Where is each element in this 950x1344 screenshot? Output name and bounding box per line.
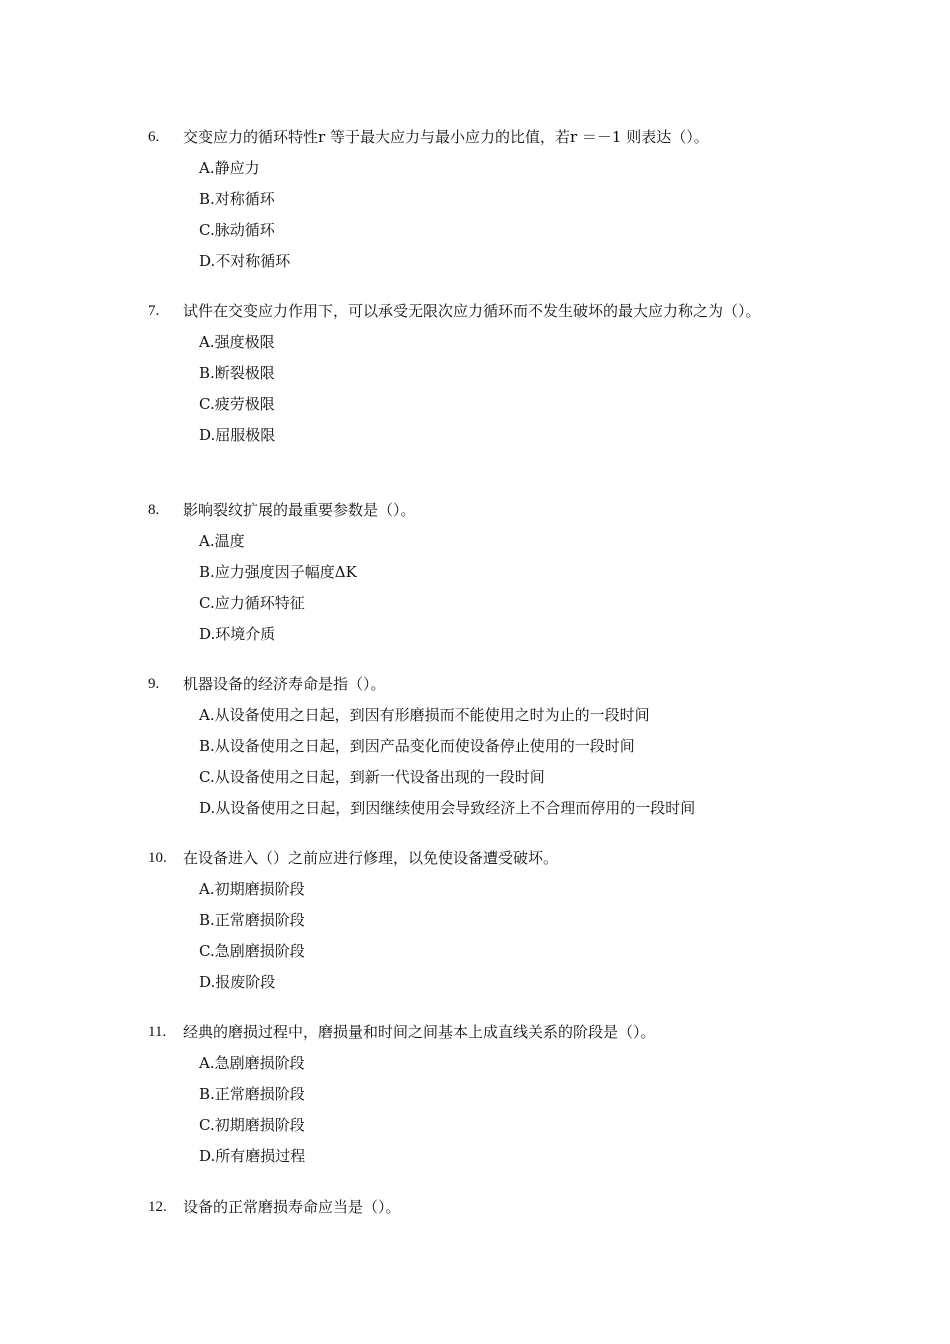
option-c: C.急剧磨损阶段 xyxy=(199,942,305,960)
option-b: B.从设备使用之日起，到因产品变化而使设备停止使用的一段时间 xyxy=(199,737,635,755)
question-stem xyxy=(148,499,798,521)
option-c: C.初期磨损阶段 xyxy=(199,1116,305,1134)
question-stem xyxy=(148,847,798,869)
option-list xyxy=(199,704,798,828)
question-number: 10. xyxy=(148,850,167,866)
option-c: C.脉动循环 xyxy=(199,221,275,239)
option-list xyxy=(199,331,798,455)
question-stem xyxy=(148,1196,798,1218)
question-number: 11. xyxy=(148,1024,167,1040)
question-12 xyxy=(148,1196,798,1218)
question-text: 交变应力的循环特性r 等于最大应力与最小应力的比值，若r ＝－1 则表达（）。 xyxy=(183,128,709,146)
question-number: 8. xyxy=(148,502,160,518)
option-list xyxy=(199,157,798,281)
option-c: C.从设备使用之日起，到新一代设备出现的一段时间 xyxy=(199,768,545,786)
option-a: A.静应力 xyxy=(199,159,260,177)
option-c: C.疲劳极限 xyxy=(199,395,275,413)
option-b: B.正常磨损阶段 xyxy=(199,911,305,929)
question-text: 试件在交变应力作用下，可以承受无限次应力循环而不发生破坏的最大应力称之为（）。 xyxy=(183,302,761,320)
option-list xyxy=(199,1052,798,1176)
option-d: D.报废阶段 xyxy=(199,973,276,991)
option-d: D.不对称循环 xyxy=(199,252,291,270)
question-10 xyxy=(148,847,798,1002)
question-number: 6. xyxy=(148,129,160,145)
question-number: 12. xyxy=(148,1199,167,1215)
option-b: B.正常磨损阶段 xyxy=(199,1085,305,1103)
question-number: 7. xyxy=(148,303,160,319)
question-8 xyxy=(148,499,798,654)
option-b: B.应力强度因子幅度ΔK xyxy=(199,563,357,581)
question-6 xyxy=(148,126,798,281)
question-text: 影响裂纹扩展的最重要参数是（）。 xyxy=(183,501,416,519)
question-text: 设备的正常磨损寿命应当是（）。 xyxy=(183,1198,401,1216)
option-b: B.断裂极限 xyxy=(199,364,275,382)
question-stem xyxy=(148,1021,798,1043)
option-d: D.环境介质 xyxy=(199,625,276,643)
question-number: 9. xyxy=(148,676,160,692)
option-a: A.从设备使用之日起，到因有形磨损而不能使用之时为止的一段时间 xyxy=(199,706,650,724)
question-text: 经典的磨损过程中，磨损量和时间之间基本上成直线关系的阶段是（）。 xyxy=(183,1023,656,1041)
option-d: D.屈服极限 xyxy=(199,426,276,444)
question-11 xyxy=(148,1021,798,1176)
option-list xyxy=(199,878,798,1002)
question-7 xyxy=(148,300,798,455)
question-9 xyxy=(148,673,798,828)
option-b: B.对称循环 xyxy=(199,190,275,208)
option-a: A.强度极限 xyxy=(199,333,275,351)
question-text: 机器设备的经济寿命是指（）。 xyxy=(183,675,386,693)
option-list xyxy=(199,530,798,654)
question-stem xyxy=(148,126,798,148)
question-stem xyxy=(148,300,798,322)
option-a: A.温度 xyxy=(199,532,245,550)
option-c: C.应力循环特征 xyxy=(199,594,305,612)
option-a: A.急剧磨损阶段 xyxy=(199,1054,305,1072)
question-text: 在设备进入（）之前应进行修理，以免使设备遭受破坏。 xyxy=(183,849,559,867)
question-stem xyxy=(148,673,798,695)
option-d: D.所有磨损过程 xyxy=(199,1147,306,1165)
option-d: D.从设备使用之日起，到因继续使用会导致经济上不合理而停用的一段时间 xyxy=(199,799,696,817)
option-a: A.初期磨损阶段 xyxy=(199,880,305,898)
